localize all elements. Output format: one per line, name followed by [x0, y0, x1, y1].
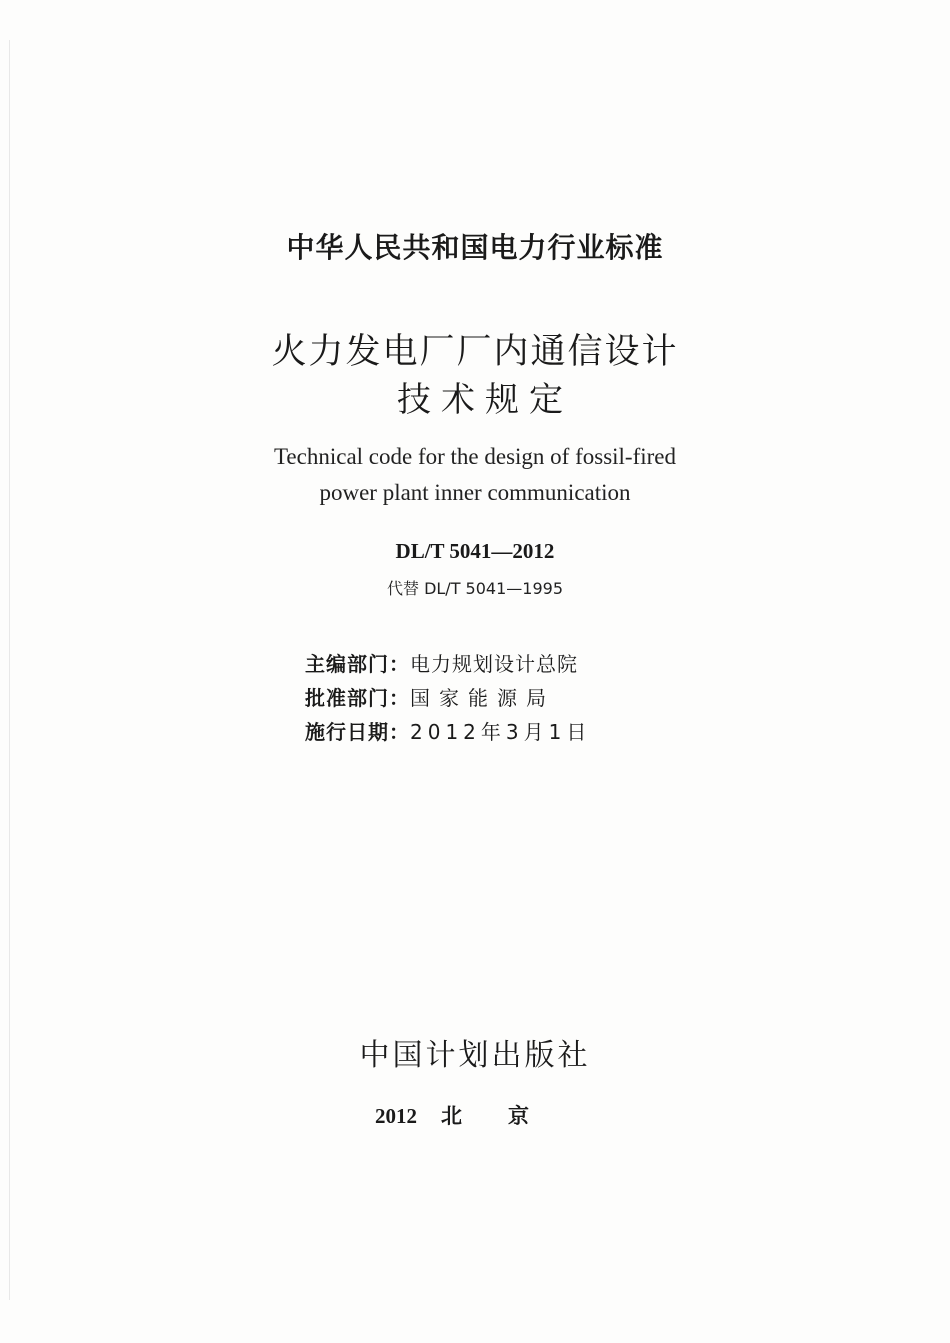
effective-value: 2012年3月1日: [410, 720, 592, 744]
approver-label: 批准部门：: [305, 686, 410, 710]
publication-year: 2012: [375, 1104, 417, 1128]
editor-label: 主编部门：: [305, 652, 410, 676]
document-title-en-line1: Technical code for the design of fossil-fired: [273, 444, 677, 469]
standard-number: DL/T 5041—2012: [395, 539, 555, 563]
editor-value: 电力规划设计总院: [410, 652, 578, 676]
standard-category: 中华人民共和国电力行业标准: [286, 231, 664, 264]
publication-place-year: [0, 1100, 950, 1130]
effective-date: [305, 716, 591, 745]
document-title-en-line2: power plant inner communication: [319, 480, 631, 505]
document-title-cn-line2: 技术规定: [397, 380, 573, 420]
effective-label: 施行日期：: [305, 720, 410, 744]
approver-value: 国家能源局: [410, 686, 555, 710]
document-title-cn-line1: 火力发电厂厂内通信设计: [271, 332, 679, 372]
approver-department: [305, 682, 555, 711]
publication-city: 北京: [441, 1104, 575, 1128]
replaces-standard: 代替 DL/T 5041—1995: [386, 579, 563, 598]
editor-department: [305, 648, 578, 677]
publisher-name: 中国计划出版社: [359, 1038, 591, 1073]
